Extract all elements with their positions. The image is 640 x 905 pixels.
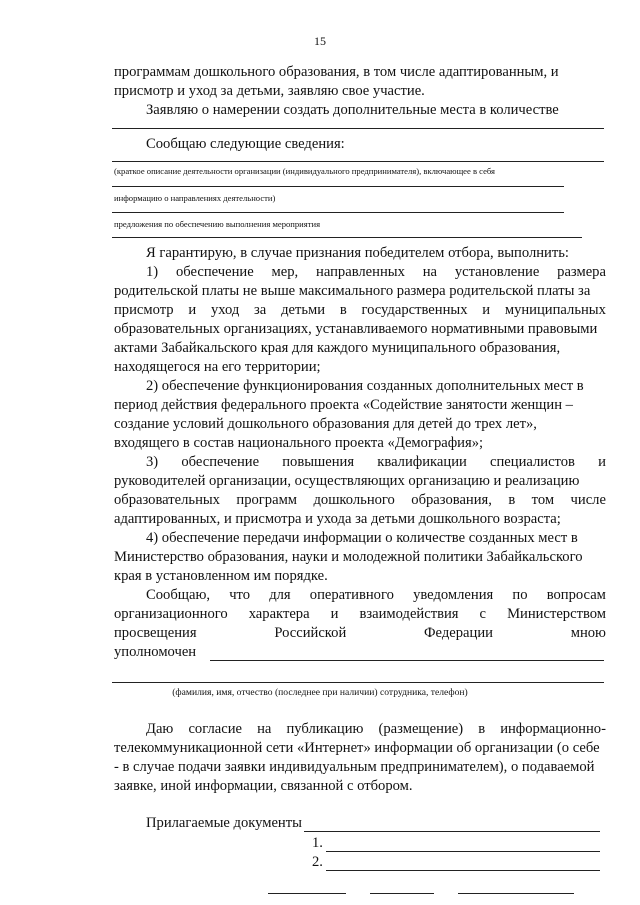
item4-line-1: 4) обеспечение передачи информации о количестве созданных мест в — [146, 530, 578, 546]
item3-line-3: образовательных программ дошкольного образования, в том числе — [114, 492, 606, 508]
item2-line-4: входящего в состав национального проекта «Демография»; — [114, 435, 484, 451]
item1-line-3: присмотр и уход за детьми в государственных и муниципальных — [114, 302, 606, 318]
item1-line-5: актами Забайкальского края для каждого муниципального образования, — [114, 340, 561, 356]
signature-line-position[interactable] — [268, 893, 346, 894]
attachment-item-2-line[interactable] — [326, 870, 600, 871]
consent-line-1: Даю согласие на публикацию (размещение) в информационно- — [146, 721, 606, 737]
proposal-line-2[interactable] — [112, 237, 582, 238]
intro-line-2: присмотр и уход за детьми, заявляю свое участие. — [114, 83, 425, 99]
authorized-label: уполномочен — [114, 644, 197, 660]
attachments-line[interactable] — [304, 831, 600, 832]
contact-line-3: просвещения Российской Федерации мною — [114, 625, 606, 641]
signature-line-signature[interactable] — [370, 893, 434, 894]
proposal-caption: предложения по обеспечению выполнения мероприятия — [114, 219, 321, 229]
activity-caption-b: информацию о направлениях деятельности) — [114, 193, 276, 203]
page-number: 15 — [314, 34, 326, 48]
contact-caption: (фамилия, имя, отчество (последнее при наличии) сотрудника, телефон) — [172, 687, 468, 698]
info-heading: Сообщаю следующие сведения: — [146, 136, 345, 152]
activity-line-1[interactable] — [112, 161, 604, 162]
places-count-line[interactable] — [112, 128, 604, 129]
attachment-item-2-number: 2. — [312, 854, 323, 870]
item2-line-2: период действия федерального проекта «Содействие занятости женщин – — [114, 397, 573, 413]
signature-line-name[interactable] — [458, 893, 574, 894]
item2-line-3: создание условий дошкольного образования для детей до трех лет», — [114, 416, 537, 432]
contact-line-1: Сообщаю, что для оперативного уведомления по вопросам — [146, 587, 606, 603]
item1-line-4: образовательных организациях, устанавливаемого нормативными правовыми — [114, 321, 598, 337]
authorized-contact-line[interactable] — [112, 682, 604, 683]
item3-line-1: 3) обеспечение повышения квалификации специалистов и — [146, 454, 606, 470]
item1-line-6: находящегося на его территории; — [114, 359, 321, 375]
consent-line-2: телекоммуникационной сети «Интернет» информации об организации (о себе — [114, 740, 600, 756]
attachment-item-1-number: 1. — [312, 835, 323, 851]
intro-line-1: программам дошкольного образования, в том числе адаптированным, и — [114, 64, 559, 80]
attachment-item-1-line[interactable] — [326, 851, 600, 852]
activity-caption-a: (краткое описание деятельности организации (индивидуального предпринимателя), включающее в себя — [114, 166, 496, 176]
item1-line-1: 1) обеспечение мер, направленных на установление размера — [146, 264, 606, 280]
item4-line-3: края в установленном им порядке. — [114, 568, 328, 584]
item4-line-2: Министерство образования, науки и молодежной политики Забайкальского — [114, 549, 583, 565]
activity-line-2[interactable] — [112, 186, 564, 187]
item3-line-2: руководителей организации, осуществляющих организацию и реализацию — [114, 473, 580, 489]
contact-line-2: организационного характера и взаимодействия с Министерством — [114, 606, 606, 622]
item2-line-1: 2) обеспечение функционирования созданных дополнительных мест в — [146, 378, 584, 394]
authorized-person-line[interactable] — [210, 660, 604, 661]
item3-line-4: адаптированных, и присмотра и ухода за детьми дошкольного возраста; — [114, 511, 561, 527]
proposal-line[interactable] — [112, 212, 564, 213]
consent-line-3: - в случае подачи заявки индивидуальным предпринимателем), о подаваемой — [114, 759, 595, 775]
attachments-label: Прилагаемые документы — [146, 815, 302, 831]
guarantee-lead: Я гарантирую, в случае признания победителем отбора, выполнить: — [146, 245, 569, 261]
consent-line-4: заявке, иной информации, связанной с отбором. — [114, 778, 413, 794]
intro-line-3: Заявляю о намерении создать дополнительные места в количестве — [146, 102, 559, 118]
item1-line-2: родительской платы не выше максимального размера родительской платы за — [114, 283, 591, 299]
